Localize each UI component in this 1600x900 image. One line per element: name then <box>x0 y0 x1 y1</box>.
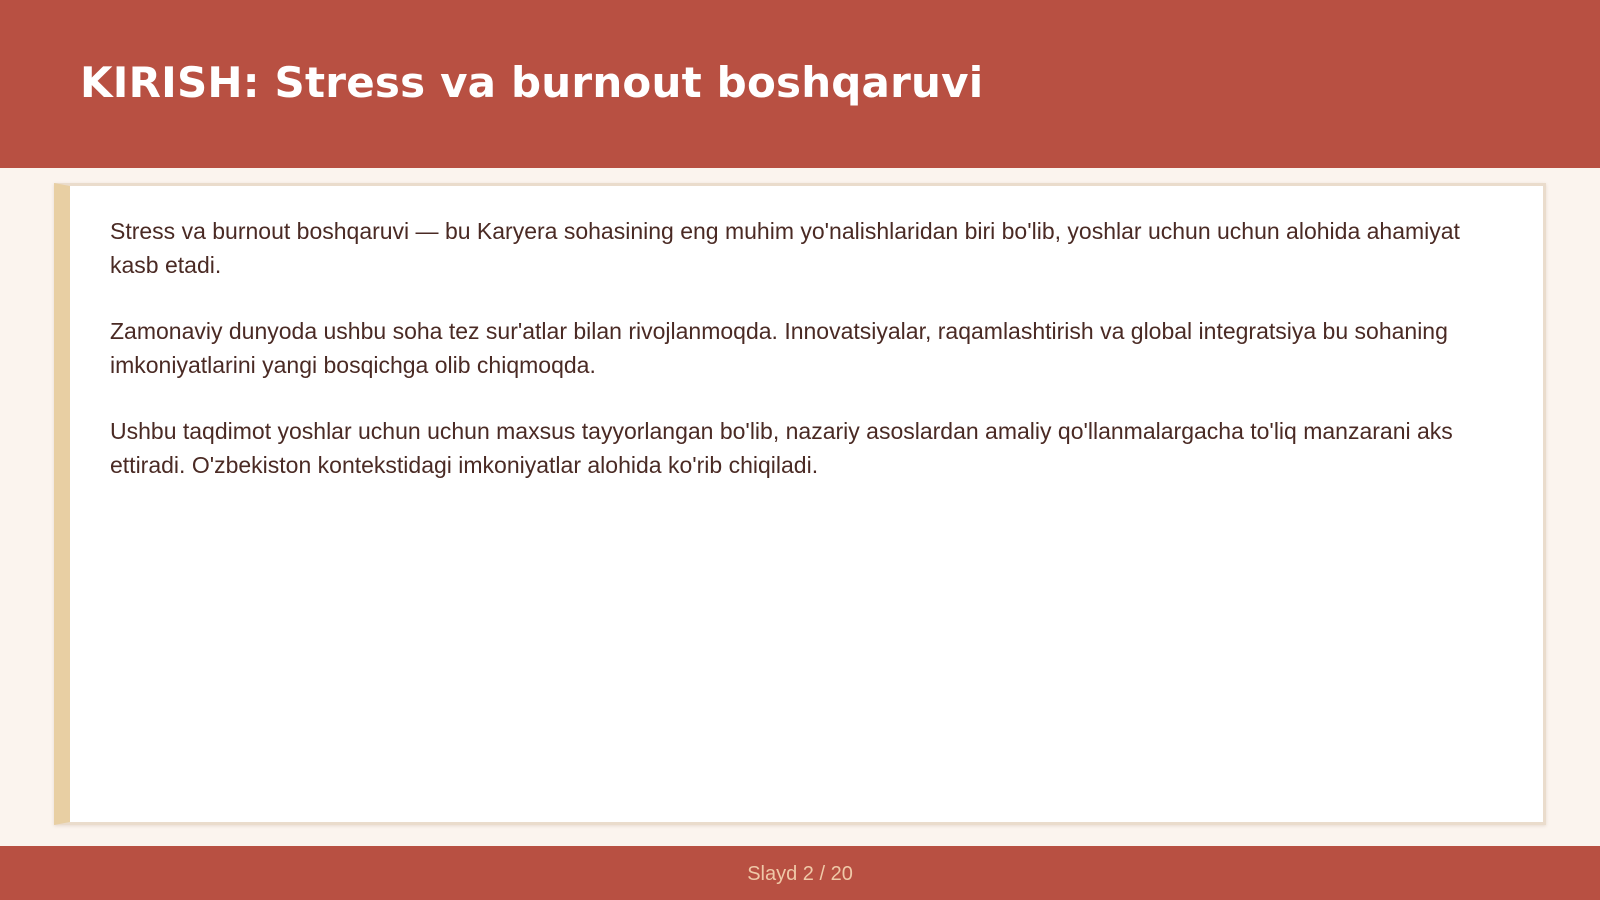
paragraph-2: Zamonaviy dunyoda ushbu soha tez sur'atlar bilan rivojlanmoqda. Innovatsiyalar, raqamlashtirish va global integratsiya bu sohaning imkoniyatlarini yangi bosqichga olib chiqmoqda. <box>110 318 1448 378</box>
content-body <box>110 214 1500 514</box>
slide-footer <box>0 846 1600 900</box>
slide-number: Slayd 2 / 20 <box>747 863 853 885</box>
paragraph-3: Ushbu taqdimot yoshlar uchun uchun maxsus tayyorlangan bo'lib, nazariy asoslardan amaliy qo'llanmalargacha to'liq manzarani aks ettiradi. O'zbekiston kontekstidagi imkoniyatlar alohida ko'rib chiqiladi. <box>110 418 1453 478</box>
content-panel <box>54 183 1546 825</box>
slide-header <box>0 0 1600 168</box>
slide-title: KIRISH: Stress va burnout boshqaruvi <box>80 58 984 107</box>
paragraph-1: Stress va burnout boshqaruvi — bu Karyera sohasining eng muhim yo'nalishlaridan biri bo'lib, yoshlar uchun uchun alohida ahamiyat kasb etadi. <box>110 218 1460 278</box>
